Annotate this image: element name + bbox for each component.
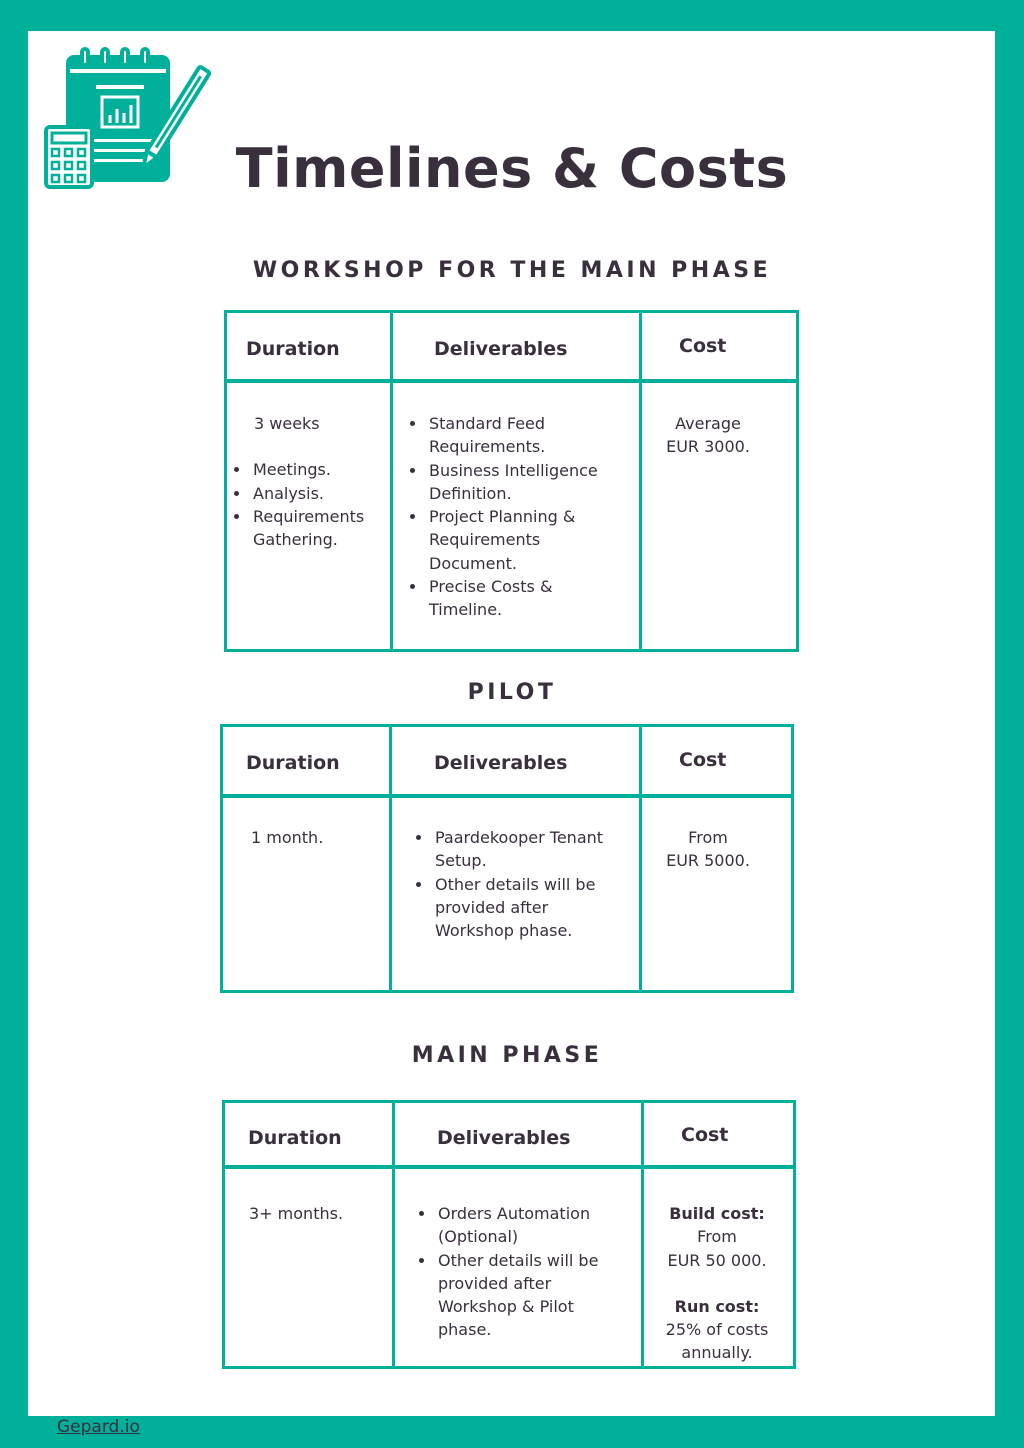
header-duration: Duration (248, 1127, 342, 1149)
pilot-table (220, 724, 794, 993)
main-phase-table (222, 1100, 796, 1369)
cost-line: From (697, 1227, 737, 1247)
section-title-main-phase: MAIN PHASE (411, 1043, 603, 1068)
deliverables-list (417, 1202, 632, 1342)
cost-line: EUR 3000. (666, 437, 750, 457)
cost-line: 25% of costs (665, 1320, 769, 1340)
cost-cell (652, 1202, 782, 1365)
cost-line: EUR 50 000. (667, 1250, 767, 1270)
deliverables-list (414, 826, 629, 942)
header-deliverables: Deliverables (434, 752, 568, 774)
deliverables-cell (417, 1202, 632, 1342)
list-item: Other details will be provided after Workshop phase. (414, 873, 629, 943)
list-item: Requirements Gathering. (232, 505, 384, 552)
deliverables-list (408, 412, 628, 622)
deliverables-cell (414, 826, 629, 942)
header-cost: Cost (679, 749, 727, 771)
duration-cell (232, 412, 384, 551)
cost-line: Average (675, 414, 741, 433)
list-item: Other details will be provided after Workshop & Pilot phase. (417, 1249, 632, 1342)
header-cost: Cost (679, 335, 727, 357)
header-duration: Duration (246, 338, 340, 360)
run-cost-label: Run cost: (674, 1296, 760, 1316)
section-title-pilot: PILOT (467, 680, 557, 705)
list-item: Analysis. (232, 482, 384, 505)
list-item: Orders Automation (Optional) (417, 1202, 632, 1249)
cost-line: EUR 5000. (666, 851, 750, 871)
header-deliverables: Deliverables (437, 1127, 571, 1149)
duration-cell: 1 month. (251, 828, 324, 847)
duration-intro: 3 weeks (254, 414, 320, 433)
list-item: Project Planning & Requirements Document. (408, 505, 628, 575)
cost-cell (648, 826, 768, 873)
cost-line: From (688, 828, 728, 847)
duration-list (232, 458, 384, 551)
list-item: Meetings. (232, 458, 384, 481)
cost-cell (648, 412, 768, 459)
list-item: Business Intelligence Definition. (408, 459, 628, 506)
section-title-workshop: WORKSHOP FOR THE MAIN PHASE (252, 258, 772, 283)
build-cost-label: Build cost: (669, 1204, 765, 1223)
header-deliverables: Deliverables (434, 338, 568, 360)
header-duration: Duration (246, 752, 340, 774)
cost-line: annually. (681, 1343, 753, 1363)
duration-cell: 3+ months. (249, 1204, 344, 1223)
workshop-table (224, 310, 799, 652)
page-title: Timelines & Costs (235, 137, 789, 200)
gepard-link[interactable]: Gepard.io (57, 1417, 140, 1437)
list-item: Paardekooper Tenant Setup. (414, 826, 629, 873)
header-cost: Cost (681, 1124, 729, 1146)
deliverables-cell (408, 412, 628, 622)
list-item: Standard Feed Requirements. (408, 412, 628, 459)
list-item: Precise Costs & Timeline. (408, 575, 628, 622)
